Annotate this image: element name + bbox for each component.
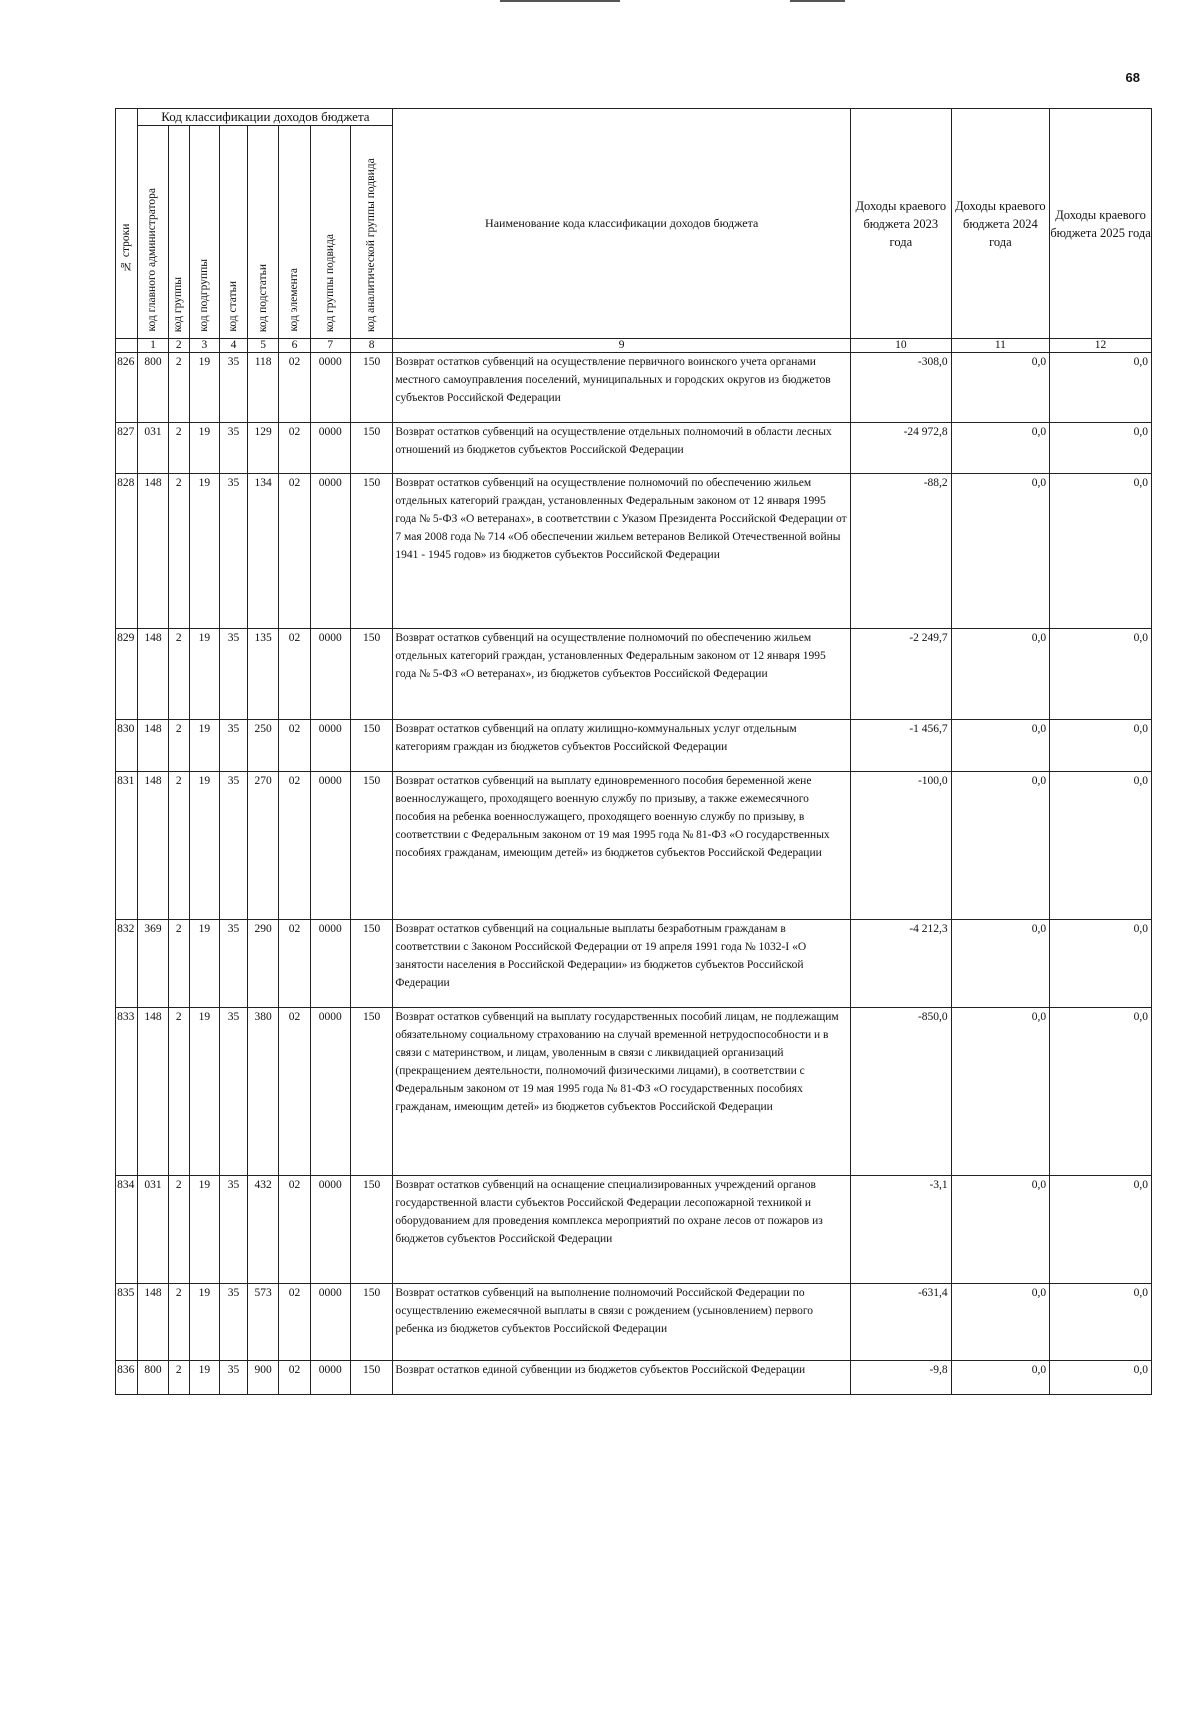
- income-2024-value: 0,0: [951, 1176, 1049, 1284]
- row-description: Возврат остатков субвенций на выплату государственных пособий лицам, не подлежащим обязательному социальному страхованию на случай временной нетрудоспособности и в связи с материнством, и лицам, уволенным в связи с ликвидацией организаций (прекращением деятельности, полномочий физическими лицами), в соответствии с Федеральным законом от 19 мая 1995 года № 81-ФЗ «О государственных пособиях гражданам, имеющим детей» из бюджетов субъектов Российской Федерации: [393, 1008, 851, 1176]
- header-analytic-group: [350, 126, 393, 339]
- subgroup-code: 19: [189, 1008, 219, 1176]
- admin-code: 148: [138, 474, 168, 629]
- admin-code: 031: [138, 423, 168, 474]
- admin-code: 148: [138, 772, 168, 920]
- table-row: [116, 1176, 1152, 1284]
- header-subarticle: [248, 126, 279, 339]
- group-code: 2: [168, 772, 189, 920]
- analytic-group-code: 150: [350, 720, 393, 772]
- header-subtype-group-label: код группы подвида: [323, 233, 336, 332]
- subgroup-code: 19: [189, 772, 219, 920]
- analytic-group-code: 150: [350, 423, 393, 474]
- subgroup-code: 19: [189, 423, 219, 474]
- admin-code: 148: [138, 1008, 168, 1176]
- row-description: Возврат остатков субвенций на оплату жилищно-коммунальных услуг отдельным категориям граждан из бюджетов субъектов Российской Федерации: [393, 720, 851, 772]
- subtype-group-code: 0000: [310, 1361, 350, 1395]
- row-description: Возврат остатков субвенций на выполнение полномочий Российской Федерации по осуществлению ежемесячной выплаты в связи с рождением (усыновлением) первого ребенка из бюджетов субъектов Российской Федерации: [393, 1284, 851, 1361]
- income-2023-value: -308,0: [850, 353, 951, 423]
- column-number: 10: [850, 339, 951, 353]
- row-description: Возврат остатков субвенций на осуществление полномочий по обеспечению жильем отдельных категорий граждан, установленных Федеральным законом от 12 января 1995 года № 5-ФЗ «О ветеранах», из бюджетов субъектов Российской Федерации: [393, 629, 851, 720]
- row-number: 830: [116, 720, 138, 772]
- income-2025-value: 0,0: [1050, 629, 1152, 720]
- header-group-label: код группы: [172, 276, 185, 332]
- element-code: 02: [279, 423, 310, 474]
- income-2025-value: 0,0: [1050, 474, 1152, 629]
- header-subtype-group: [310, 126, 350, 339]
- table-row: [116, 474, 1152, 629]
- article-code: 35: [220, 629, 248, 720]
- admin-code: 148: [138, 720, 168, 772]
- table-row: [116, 1008, 1152, 1176]
- income-2024-value: 0,0: [951, 920, 1049, 1008]
- row-description: Возврат остатков субвенций на оснащение специализированных учреждений органов государственной власти субъектов Российской Федерации лесопожарной техникой и оборудованием для проведения комплекса мероприятий по охране лесов от пожаров из бюджетов субъектов Российской Федерации: [393, 1176, 851, 1284]
- analytic-group-code: 150: [350, 920, 393, 1008]
- admin-code: 031: [138, 1176, 168, 1284]
- subarticle-code: 900: [248, 1361, 279, 1395]
- income-2023-value: -1 456,7: [850, 720, 951, 772]
- income-2023-value: -100,0: [850, 772, 951, 920]
- group-code: 2: [168, 1284, 189, 1361]
- income-2024-value: 0,0: [951, 353, 1049, 423]
- subarticle-code: 129: [248, 423, 279, 474]
- admin-code: 369: [138, 920, 168, 1008]
- header-row-no: [116, 109, 138, 339]
- income-2024-value: 0,0: [951, 772, 1049, 920]
- income-2024-value: 0,0: [951, 629, 1049, 720]
- admin-code: 148: [138, 1284, 168, 1361]
- subgroup-code: 19: [189, 720, 219, 772]
- column-number: 1: [138, 339, 168, 353]
- table-body: [116, 353, 1152, 1395]
- group-code: 2: [168, 423, 189, 474]
- subtype-group-code: 0000: [310, 474, 350, 629]
- subarticle-code: 573: [248, 1284, 279, 1361]
- subgroup-code: 19: [189, 629, 219, 720]
- subgroup-code: 19: [189, 1176, 219, 1284]
- article-code: 35: [220, 720, 248, 772]
- header-classification-group: Код классификации доходов бюджета: [138, 109, 393, 126]
- page-number: 68: [1125, 70, 1140, 85]
- income-2025-value: 0,0: [1050, 423, 1152, 474]
- column-number: 11: [951, 339, 1049, 353]
- table-row: [116, 1361, 1152, 1395]
- row-number: 831: [116, 772, 138, 920]
- income-2025-value: 0,0: [1050, 1176, 1152, 1284]
- table-row: [116, 353, 1152, 423]
- article-code: 35: [220, 1008, 248, 1176]
- income-2023-value: -88,2: [850, 474, 951, 629]
- income-2024-value: 0,0: [951, 423, 1049, 474]
- column-number: 6: [279, 339, 310, 353]
- header-element: [279, 126, 310, 339]
- budget-table: [115, 108, 1152, 1395]
- subarticle-code: 380: [248, 1008, 279, 1176]
- income-2025-value: 0,0: [1050, 920, 1152, 1008]
- row-number: 833: [116, 1008, 138, 1176]
- column-number-row: [116, 339, 1152, 353]
- income-2025-value: 0,0: [1050, 1361, 1152, 1395]
- subtype-group-code: 0000: [310, 1176, 350, 1284]
- article-code: 35: [220, 1284, 248, 1361]
- row-description: Возврат остатков субвенций на осуществление полномочий по обеспечению жильем отдельных категорий граждан, установленных Федеральным законом от 12 января 1995 года № 5-ФЗ «О ветеранах», в соответствии с Указом Президента Российской Федерации от 7 мая 2008 года № 714 «Об обеспечении жильем ветеранов Великой Отечественной войны 1941 - 1945 годов» из бюджетов субъектов Российской Федерации: [393, 474, 851, 629]
- income-2023-value: -850,0: [850, 1008, 951, 1176]
- income-2025-value: 0,0: [1050, 353, 1152, 423]
- admin-code: 800: [138, 353, 168, 423]
- subarticle-code: 270: [248, 772, 279, 920]
- group-code: 2: [168, 474, 189, 629]
- income-2025-value: 0,0: [1050, 1284, 1152, 1361]
- element-code: 02: [279, 920, 310, 1008]
- column-number: 2: [168, 339, 189, 353]
- subgroup-code: 19: [189, 920, 219, 1008]
- income-2023-value: -9,8: [850, 1361, 951, 1395]
- header-admin: [138, 126, 168, 339]
- analytic-group-code: 150: [350, 1008, 393, 1176]
- table-row: [116, 920, 1152, 1008]
- row-description: Возврат остатков субвенций на выплату единовременного пособия беременной жене военнослужащего, проходящего военную службу по призыву, а также ежемесячного пособия на ребенка военнослужащего, проходящего военную службу по призыву, в соответствии с Федеральным законом от 19 мая 1995 года № 81-ФЗ «О государственных пособиях гражданам, имеющим детей» из бюджетов субъектов Российской Федерации: [393, 772, 851, 920]
- row-number: 835: [116, 1284, 138, 1361]
- header-subgroup-label: код подгруппы: [197, 259, 210, 332]
- table-row: [116, 629, 1152, 720]
- header-article: [220, 126, 248, 339]
- subgroup-code: 19: [189, 1361, 219, 1395]
- table-row: [116, 720, 1152, 772]
- subtype-group-code: 0000: [310, 629, 350, 720]
- income-2025-value: 0,0: [1050, 772, 1152, 920]
- analytic-group-code: 150: [350, 772, 393, 920]
- income-2025-value: 0,0: [1050, 1008, 1152, 1176]
- element-code: 02: [279, 1361, 310, 1395]
- header-element-label: код элемента: [287, 268, 300, 332]
- header-subarticle-label: код подстатьи: [256, 263, 269, 332]
- analytic-group-code: 150: [350, 1361, 393, 1395]
- analytic-group-code: 150: [350, 1284, 393, 1361]
- header-income-2024: Доходы краевого бюджета 2024 года: [951, 109, 1049, 339]
- income-2023-value: -2 249,7: [850, 629, 951, 720]
- element-code: 02: [279, 720, 310, 772]
- column-number: 3: [189, 339, 219, 353]
- row-number: 834: [116, 1176, 138, 1284]
- article-code: 35: [220, 1361, 248, 1395]
- income-2024-value: 0,0: [951, 720, 1049, 772]
- subtype-group-code: 0000: [310, 1284, 350, 1361]
- header-admin-label: код главного администратора: [146, 188, 159, 332]
- article-code: 35: [220, 474, 248, 629]
- subarticle-code: 134: [248, 474, 279, 629]
- subtype-group-code: 0000: [310, 1008, 350, 1176]
- analytic-group-code: 150: [350, 1176, 393, 1284]
- table-row: [116, 423, 1152, 474]
- header-analytic-group-label: код аналитической группы подвида: [365, 158, 378, 332]
- subarticle-code: 250: [248, 720, 279, 772]
- group-code: 2: [168, 1361, 189, 1395]
- income-2024-value: 0,0: [951, 474, 1049, 629]
- row-number: 826: [116, 353, 138, 423]
- scan-artifact: [790, 0, 845, 2]
- subtype-group-code: 0000: [310, 772, 350, 920]
- group-code: 2: [168, 1008, 189, 1176]
- header-name: Наименование кода классификации доходов бюджета: [393, 109, 851, 339]
- analytic-group-code: 150: [350, 474, 393, 629]
- row-number: 827: [116, 423, 138, 474]
- analytic-group-code: 150: [350, 353, 393, 423]
- element-code: 02: [279, 1284, 310, 1361]
- row-number: 832: [116, 920, 138, 1008]
- article-code: 35: [220, 423, 248, 474]
- article-code: 35: [220, 1176, 248, 1284]
- income-2025-value: 0,0: [1050, 720, 1152, 772]
- subarticle-code: 290: [248, 920, 279, 1008]
- header-income-2023: Доходы краевого бюджета 2023 года: [850, 109, 951, 339]
- header-article-label: код статьи: [227, 281, 240, 332]
- article-code: 35: [220, 353, 248, 423]
- subarticle-code: 135: [248, 629, 279, 720]
- element-code: 02: [279, 474, 310, 629]
- column-number: 9: [393, 339, 851, 353]
- element-code: 02: [279, 353, 310, 423]
- column-number: 4: [220, 339, 248, 353]
- income-2023-value: -3,1: [850, 1176, 951, 1284]
- analytic-group-code: 150: [350, 629, 393, 720]
- table-row: [116, 1284, 1152, 1361]
- column-number: 7: [310, 339, 350, 353]
- scan-artifact: [500, 0, 620, 2]
- subgroup-code: 19: [189, 474, 219, 629]
- income-2023-value: -631,4: [850, 1284, 951, 1361]
- group-code: 2: [168, 629, 189, 720]
- admin-code: 148: [138, 629, 168, 720]
- row-description: Возврат остатков субвенций на социальные выплаты безработным гражданам в соответствии с Законом Российской Федерации от 19 апреля 1991 года № 1032-I «О занятости населения в Российской Федерации» из бюджетов субъектов Российской Федерации: [393, 920, 851, 1008]
- article-code: 35: [220, 772, 248, 920]
- header-subgroup: [189, 126, 219, 339]
- row-description: Возврат остатков субвенций на осуществление первичного воинского учета органами местного самоуправления поселений, муниципальных и городских округов из бюджетов субъектов Российской Федерации: [393, 353, 851, 423]
- column-number: 8: [350, 339, 393, 353]
- element-code: 02: [279, 772, 310, 920]
- column-number: 5: [248, 339, 279, 353]
- header-row-no-label: № строки: [120, 223, 133, 272]
- subarticle-code: 432: [248, 1176, 279, 1284]
- subtype-group-code: 0000: [310, 920, 350, 1008]
- subarticle-code: 118: [248, 353, 279, 423]
- group-code: 2: [168, 353, 189, 423]
- subgroup-code: 19: [189, 1284, 219, 1361]
- row-number: 836: [116, 1361, 138, 1395]
- group-code: 2: [168, 720, 189, 772]
- income-2024-value: 0,0: [951, 1008, 1049, 1176]
- column-number-blank: [116, 339, 138, 353]
- subgroup-code: 19: [189, 353, 219, 423]
- header-income-2025: Доходы краевого бюджета 2025 года: [1050, 109, 1152, 339]
- row-number: 829: [116, 629, 138, 720]
- table-row: [116, 772, 1152, 920]
- subtype-group-code: 0000: [310, 720, 350, 772]
- element-code: 02: [279, 1176, 310, 1284]
- article-code: 35: [220, 920, 248, 1008]
- row-number: 828: [116, 474, 138, 629]
- admin-code: 800: [138, 1361, 168, 1395]
- income-2024-value: 0,0: [951, 1284, 1049, 1361]
- subtype-group-code: 0000: [310, 353, 350, 423]
- row-description: Возврат остатков субвенций на осуществление отдельных полномочий в области лесных отношений из бюджетов субъектов Российской Федерации: [393, 423, 851, 474]
- income-2023-value: -4 212,3: [850, 920, 951, 1008]
- group-code: 2: [168, 1176, 189, 1284]
- group-code: 2: [168, 920, 189, 1008]
- subtype-group-code: 0000: [310, 423, 350, 474]
- row-description: Возврат остатков единой субвенции из бюджетов субъектов Российской Федерации: [393, 1361, 851, 1395]
- income-2023-value: -24 972,8: [850, 423, 951, 474]
- column-number: 12: [1050, 339, 1152, 353]
- income-2024-value: 0,0: [951, 1361, 1049, 1395]
- header-group: [168, 126, 189, 339]
- element-code: 02: [279, 629, 310, 720]
- element-code: 02: [279, 1008, 310, 1176]
